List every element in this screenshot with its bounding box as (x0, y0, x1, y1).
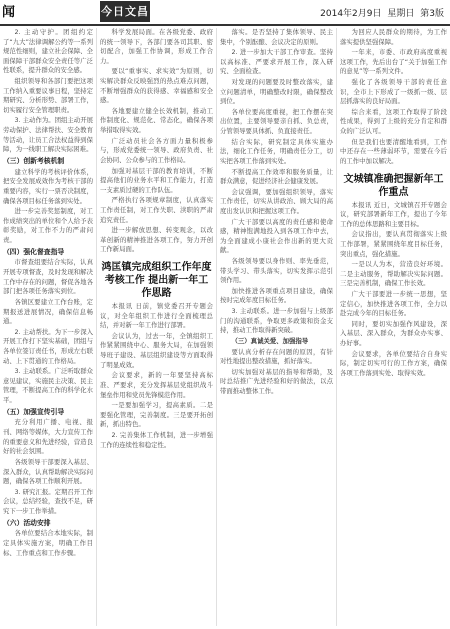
article-paragraph: 一是要加强学习，提高素质。二是要强化管理，完善制度。三是要开拓创新，抓出特色。 (100, 401, 213, 429)
article-paragraph: 各单位要高度重视，把工作摆在突出位置，主要领导要亲自抓、负总责，分管领导要具体抓、负直接责任。 (220, 107, 333, 136)
article-paragraph: 各级领导要以身作则、率先垂范，带头学习、带头落实，切实发挥示范引领作用。 (220, 257, 333, 285)
article-paragraph: 2. 主动守护。团组约定了“九大”法律调解公约等一系列规范性细则，建立社会保障、全面保障干部群众安全责任等广泛性联系，提升群众的安全感。 (3, 28, 93, 75)
masthead-section-title: 闻 (2, 5, 16, 20)
article-paragraph: 广大干部要以高度的责任感和使命感，精神饱满地投入到各项工作中去，为全面建成小康社会作出新的更大贡献。 (220, 217, 333, 255)
article-paragraph: 组织领导和各部门要把这项工作纳入重要议事日程，坚持定期研究、分析形势、部署工作，切实履行安全管理职责。 (3, 77, 93, 114)
article-paragraph: 进一步解放思想、转变观念，以改革创新的精神推进各项工作，努力开创工作新局面。 (100, 226, 213, 254)
masthead (0, 0, 450, 26)
article-paragraph: 广泛动员社会各方面力量积极参与，形成党委统一领导、政府负责、社会协同、公众参与的工作格局。 (100, 136, 213, 164)
article-paragraph: 同时，要切实加强作风建设，深入基层、深入群众，为群众办实事、办好事。 (340, 319, 447, 348)
article-paragraph: 强化了各级领导干部的责任意识，全市上下形成了一级抓一级、层层抓落实的良好局面。 (340, 78, 447, 106)
article-paragraph: 进一步完善奖惩制度，对工作成绩突出的单位和个人给予表彰奖励，对工作不力的严肃问责。 (3, 207, 93, 245)
article-paragraph: 一年来，市委、市政府高度重视这项工作，先后出台了“关于加强工作的意见”等一系列文件。 (340, 48, 447, 76)
article-paragraph: 落实。是否坚持了集体领导、民主集中，个别酝酿、会议决定的原则。 (220, 28, 333, 46)
article-paragraph: 会议强调，要加强组织领导，落实工作责任，切实从讲政治、顾大局的高度出发认识和把握这项工作。 (220, 187, 333, 215)
article-headline: 鸿匡镇完成组织工作年度考核工作 提出新一年工作思路 (101, 262, 212, 300)
article-paragraph: 本报讯 近日，文城镇召开专题会议，研究部署新年工作，提出了今年工作的总体思路和主要目标。 (340, 200, 447, 228)
article-paragraph: 为回应人民群众的期待，为工作落实提供坚强保障。 (340, 28, 447, 46)
article-paragraph: 一是以人为本，营造良好环境。二是主动服务，帮助解决实际问题。三是完善机制，确保工作长效。 (340, 260, 447, 288)
article-paragraph: 综合来看，这项工作取得了阶段性成果，得到了上级的充分肯定和群众的广泛认可。 (340, 107, 447, 136)
article-paragraph: 会议指出，要认真贯彻落实上级工作部署，紧紧围绕年度目标任务，突出重点，强化措施。 (340, 230, 447, 258)
article-paragraph: 但是我们也要清醒地看到，工作中还存在一些薄弱环节，需要在今后的工作中加以解决。 (340, 137, 447, 165)
article-paragraph: 加快推进各项重点项目建设，确保按时完成年度目标任务。 (220, 286, 333, 305)
column-divider (336, 28, 337, 626)
article-paragraph: 市督查组要结合实际，认真开展专项督查，及时发现和解决工作中存在的问题，督促各地各部门把各项任务落实到位。 (3, 258, 93, 296)
article-paragraph: 要认真分析存在问题的原因，有针对性地提出整改措施，抓好落实。 (220, 347, 333, 366)
article-paragraph: 不断提高工作效率和服务质量，让群众满意，促进经济社会健康发展。 (220, 167, 333, 186)
section-heading: （三）创新考核机制 (3, 156, 65, 165)
issue-info (317, 6, 444, 19)
article-paragraph: 各单位要结合本地实际，制定具体实施方案，明确工作目标、工作重点和工作步骤。 (3, 529, 93, 557)
article-paragraph: 建立科学的考核评价体系，把安全发展成效作为考核干部的重要内容，实行一票否决制度，确保各项目标任务落到实处。 (3, 167, 93, 205)
article-paragraph: 充分利用广播、电视、报刊、网络等媒体，大力宣传工作的重要意义和先进经验，营造良好的社会氛围。 (3, 418, 93, 456)
article-paragraph: 各镇区要建立工作台账，定期报送进展情况，确保信息畅通。 (3, 297, 93, 326)
article-paragraph: 3. 主动联系。进一步加强与上级部门的沟通联系，争取更多政策和资金支持，推动工作取得新突破。 (220, 307, 333, 335)
article-paragraph: 加强对基层干部的教育培训，不断提高他们的业务水平和工作能力，打造一支素质过硬的工作队伍。 (100, 166, 213, 194)
text-column-4 (340, 28, 447, 626)
article-paragraph: 3. 研究汇报。定期召开工作会议，总结经验，查找不足，研究下一步工作举措。 (3, 487, 93, 515)
text-column-3 (220, 28, 333, 626)
article-headline: 文城镇准确把握新年工作重点 (343, 173, 444, 198)
article-paragraph: 结合实际，研究制定具体实施办法，细化工作任务，明确责任分工，切实把各项工作落到实处。 (220, 137, 333, 165)
article-paragraph: 本报讯 日前，镇党委召开专题会议，对全年组织工作进行全面梳理总结，并对新一年工作进行部署。 (100, 302, 213, 330)
article-paragraph: 3. 主动作为。团组主动开展劳动保护、法律帮扶、安全教育等活动，让员工合法权益得到保障，为一线职工解决实际困难。 (3, 116, 93, 154)
article-paragraph: 会议要求，各单位要结合自身实际，制定切实可行的工作方案，确保各项工作落到实处、取得实效。 (340, 349, 447, 377)
issue-weekday: 星期日 (387, 9, 415, 19)
article-paragraph: 2. 进一步加大干部工作审查。坚持以高标准、严要求开展工作，深入研究、全面检查。 (220, 48, 333, 76)
article-paragraph: 科学发展局面。在各级党委、政府的统一领导下，各部门要各司其职、密切配合，加强工作协调，形成工作合力。 (100, 28, 213, 65)
section-heading: （五）加强宣传引导 (3, 407, 65, 416)
article-paragraph: 2. 完善集体工作机制，进一步增强工作的连续性和稳定性。 (100, 430, 213, 449)
text-column-1 (3, 28, 93, 626)
article-paragraph: 广大干部要进一步统一思想，坚定信心，加快推进各项工作，全力以赴完成今年的目标任务。 (340, 290, 447, 318)
article-paragraph: 切实加强对基层的指导和帮助，及时总结推广先进经验和好的做法，以点带面推动整体工作。 (220, 367, 333, 395)
column-divider (96, 28, 97, 626)
article-paragraph: 要以“重事实、求实效”为原则，切实解决群众反映强烈的热点难点问题，不断增强群众的获得感、幸福感和安全感。 (100, 67, 213, 105)
subsection-heading: （三）真诚关爱、加强指导 (231, 336, 309, 345)
text-column-2 (100, 28, 213, 626)
section-heading: （六）活动安排 (3, 518, 51, 527)
newspaper-logo: 今日文昌 (100, 1, 150, 22)
section-heading: （四）强化督查指导 (3, 247, 65, 256)
column-divider (216, 28, 217, 626)
article-paragraph: 3. 主动联系。广泛听取群众意见建议，实施民主决策、民主管理，不断提高工作的科学化水平。 (3, 367, 93, 405)
article-paragraph: 会议认为，过去一年，全镇组织工作紧紧围绕中心、服务大局，在加强领导班子建设、基层组织建设等方面取得了明显成效。 (100, 331, 213, 369)
article-paragraph: 严格执行各项规章制度，认真落实工作责任制，对工作失职、渎职的严肃追究责任。 (100, 196, 213, 224)
article-paragraph: 对发现的问题要及时整改落实，建立问题清单，明确整改时限，确保整改到位。 (220, 78, 333, 106)
article-paragraph: 会议要求，新的一年要坚持高标准、严要求，充分发挥基层党组织战斗堡垒作用和党员先锋模范作用。 (100, 371, 213, 399)
article-paragraph: 2. 主动帮扶。为下一步深入开展工作打下坚实基础，团组与各单位签订责任书，形成左右联动、上下贯通的工作格局。 (3, 327, 93, 365)
masthead-rule (0, 24, 450, 26)
issue-date: 2014年2月9日 (320, 9, 382, 19)
article-paragraph: 各地要建立健全长效机制，推动工作制度化、规范化、常态化，确保各项举措取得实效。 (100, 106, 213, 135)
page-number: 第3版 (420, 9, 444, 19)
article-paragraph: 各级领导干部要深入基层、深入群众，认真帮助解决实际问题，确保各项工作顺利开展。 (3, 457, 93, 486)
